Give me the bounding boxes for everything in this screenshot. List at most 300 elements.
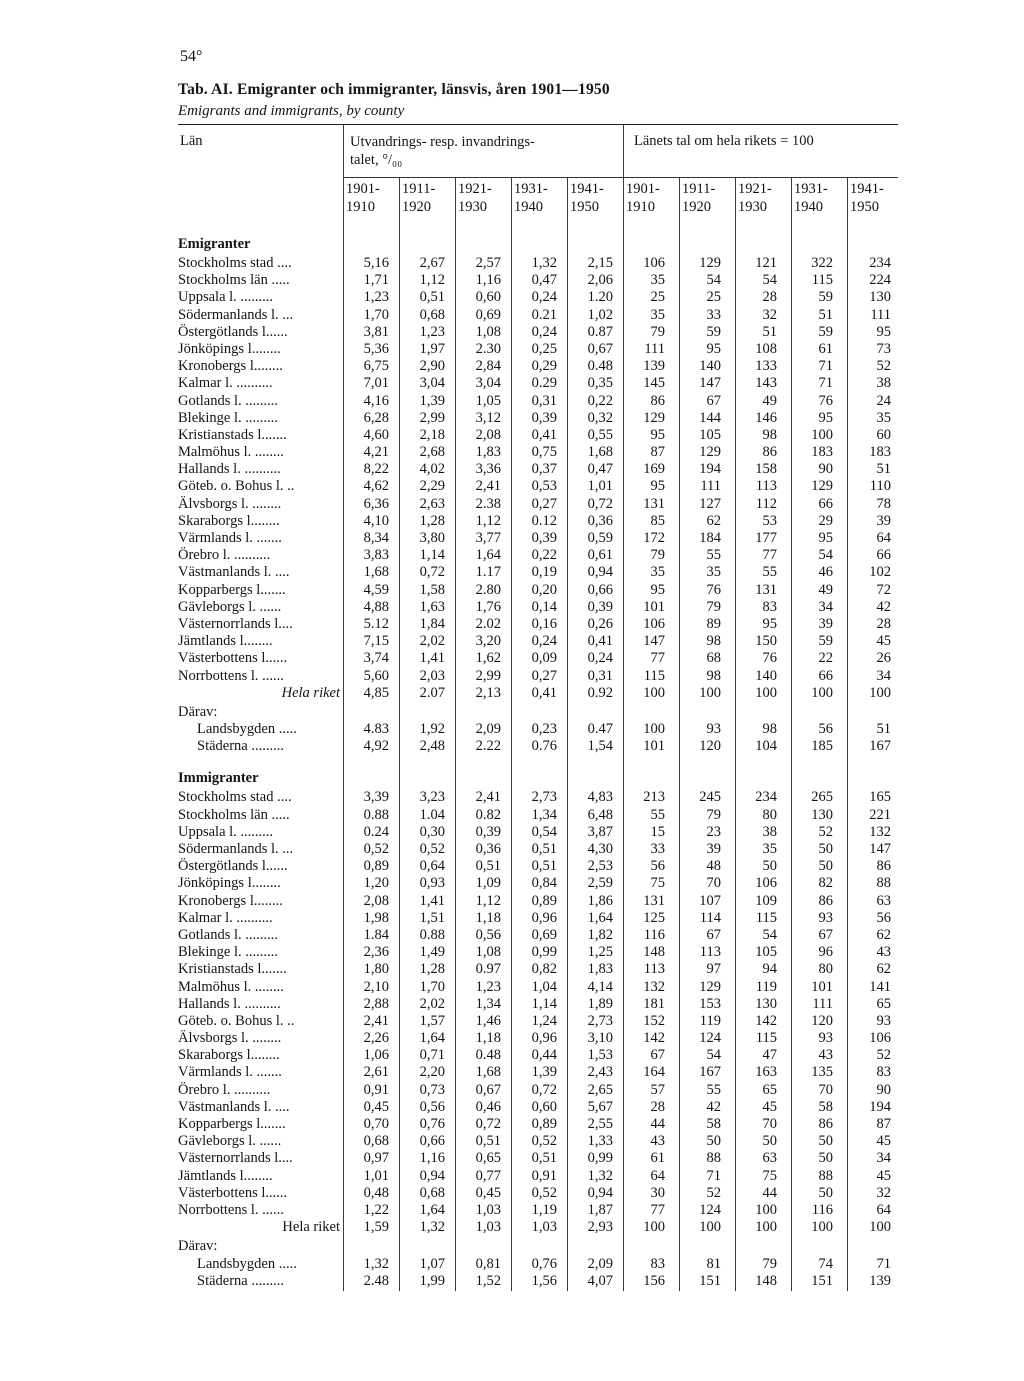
value-cell: 35: [706, 564, 721, 581]
value-cell: 140: [699, 358, 721, 375]
value-cell: 2,53: [587, 858, 613, 875]
value-cell: 2,08: [363, 892, 389, 909]
value-cell: 45: [762, 1098, 777, 1115]
value-cell: 0,29: [531, 358, 557, 375]
value-cell: 0,51: [531, 1150, 557, 1167]
value-cell: 1,06: [363, 1047, 389, 1064]
value-cell: 43: [818, 1047, 833, 1064]
value-cell: 0,55: [587, 426, 613, 443]
county-label: Kopparbergs l.......: [178, 581, 286, 598]
value-cell: 1,41: [419, 892, 445, 909]
value-cell: 1,33: [587, 1133, 613, 1150]
value-cell: 4.83: [363, 721, 389, 738]
value-cell: 4,83: [587, 789, 613, 806]
value-cell: 95: [650, 478, 665, 495]
value-cell: 0.88: [363, 806, 389, 823]
value-cell: 2,88: [363, 995, 389, 1012]
value-cell: 34: [876, 667, 891, 684]
period-header: [567, 180, 623, 216]
value-cell: 0.76: [531, 738, 557, 755]
value-cell: 54: [762, 272, 777, 289]
value-cell: 221: [869, 806, 891, 823]
value-cell: 95: [876, 323, 891, 340]
county-label: Jämtlands l........: [178, 633, 273, 650]
table-subtitle: Emigrants and immigrants, by county: [178, 103, 405, 119]
county-label: Örebro l. ..........: [178, 1081, 271, 1098]
value-cell: 132: [643, 978, 665, 995]
value-cell: 0,72: [475, 1116, 501, 1132]
value-cell: 0,67: [587, 340, 613, 357]
value-cell: 101: [811, 978, 833, 995]
value-cell: 35: [876, 409, 891, 426]
value-cell: 1,92: [419, 721, 445, 738]
table-row: [178, 1099, 898, 1116]
value-cell: 0,81: [475, 1255, 501, 1272]
value-cell: 1,39: [531, 1064, 557, 1081]
value-cell: 53: [762, 512, 777, 529]
value-cell: 322: [811, 255, 833, 271]
table-row: [178, 650, 898, 667]
value-cell: 2,43: [587, 1064, 613, 1081]
value-cell: 2,48: [419, 738, 445, 755]
value-cell: 28: [876, 615, 891, 632]
value-cell: 100: [869, 1219, 891, 1236]
value-cell: 0,45: [475, 1184, 501, 1201]
value-cell: 66: [876, 547, 891, 564]
table-row: [178, 1064, 898, 1081]
period-header-line: 1910: [346, 199, 375, 215]
darav-row: [178, 704, 898, 721]
value-cell: 2,18: [419, 426, 445, 443]
value-cell: 1,59: [363, 1219, 389, 1236]
value-cell: 93: [818, 1030, 833, 1047]
value-cell: 0,14: [531, 598, 557, 615]
value-cell: 98: [706, 667, 721, 684]
value-cell: 245: [699, 789, 721, 806]
value-cell: 6,36: [363, 495, 389, 512]
value-cell: 2,67: [419, 255, 445, 271]
value-cell: 51: [818, 306, 833, 323]
value-cell: 71: [876, 1255, 891, 1272]
period-header: [399, 180, 455, 216]
period-header-line: 1941-: [570, 181, 604, 197]
value-cell: 184: [699, 530, 721, 546]
value-cell: 1,83: [475, 444, 501, 461]
value-cell: 0.92: [587, 684, 613, 701]
value-cell: 1,32: [531, 255, 557, 271]
county-label: Skaraborgs l........: [178, 1047, 280, 1064]
value-cell: 72: [876, 581, 891, 598]
value-cell: 130: [811, 806, 833, 823]
value-cell: 30: [650, 1184, 665, 1201]
value-cell: 139: [869, 1272, 891, 1289]
value-cell: 5,60: [363, 667, 389, 684]
value-cell: 67: [706, 926, 721, 943]
value-cell: 0,51: [475, 1133, 501, 1150]
period-header-line: 1910: [626, 199, 655, 215]
value-cell: 51: [876, 721, 891, 738]
county-label: Östergötlands l......: [178, 858, 288, 875]
value-cell: 49: [762, 392, 777, 409]
value-cell: 87: [650, 444, 665, 461]
value-cell: 45: [876, 1133, 891, 1150]
value-cell: 6,48: [587, 806, 613, 823]
value-cell: 4,59: [363, 581, 389, 598]
column-group-rate-line2: talet, °/₀₀: [350, 152, 403, 168]
value-cell: 4,10: [363, 512, 389, 529]
value-cell: 4,07: [587, 1272, 613, 1289]
value-cell: 172: [643, 530, 665, 546]
value-cell: 25: [650, 289, 665, 306]
value-cell: 100: [643, 1219, 665, 1236]
value-cell: 124: [699, 1030, 721, 1047]
value-cell: 0.87: [587, 323, 613, 340]
value-cell: 115: [811, 272, 833, 289]
value-cell: 0.88: [419, 926, 445, 943]
value-cell: 2,61: [363, 1064, 389, 1081]
value-cell: 213: [643, 789, 665, 806]
value-cell: 75: [762, 1167, 777, 1184]
value-cell: 47: [762, 1047, 777, 1064]
value-cell: 1,32: [419, 1219, 445, 1236]
value-cell: 71: [818, 375, 833, 392]
value-cell: 234: [755, 789, 777, 806]
table-section: [178, 767, 898, 1289]
period-header-line: 1940: [794, 199, 823, 215]
table-row: [178, 289, 898, 306]
value-cell: 2,41: [475, 789, 501, 806]
value-cell: 39: [876, 512, 891, 529]
value-cell: 111: [700, 478, 721, 495]
value-cell: 50: [818, 1150, 833, 1167]
value-cell: 1,09: [475, 875, 501, 892]
value-cell: 1,23: [475, 978, 501, 995]
value-cell: 22: [818, 650, 833, 667]
county-label: Uppsala l. .........: [178, 823, 274, 840]
county-label: Älvsborgs l. ........: [178, 495, 282, 512]
value-cell: 224: [869, 272, 891, 289]
value-cell: 0,94: [587, 1184, 613, 1201]
value-cell: 76: [706, 581, 721, 598]
value-cell: 80: [818, 961, 833, 978]
value-cell: 2,06: [587, 272, 613, 289]
value-cell: 64: [650, 1167, 665, 1184]
value-cell: 112: [755, 495, 777, 512]
value-cell: 177: [755, 530, 777, 546]
total-label: Hela riket: [281, 684, 340, 701]
value-cell: 93: [876, 1012, 891, 1029]
period-header-line: 1911-: [682, 181, 716, 197]
value-cell: 165: [869, 789, 891, 806]
value-cell: 129: [699, 978, 721, 995]
value-cell: 35: [762, 841, 777, 857]
table-row: [178, 324, 898, 341]
period-header: [847, 180, 903, 216]
value-cell: 50: [818, 858, 833, 875]
table-row: [178, 496, 898, 513]
value-cell: 141: [869, 978, 891, 995]
value-cell: 0,65: [475, 1150, 501, 1167]
county-label: Hallands l. ..........: [178, 461, 281, 478]
value-cell: 1,01: [587, 478, 613, 495]
value-cell: 1,84: [419, 615, 445, 632]
county-label: Östergötlands l......: [178, 323, 288, 340]
county-label: Kronobergs l........: [178, 892, 283, 909]
value-cell: 1,03: [531, 1219, 557, 1236]
table-row: [178, 255, 898, 272]
value-cell: 5,16: [363, 255, 389, 271]
table-row: [178, 1133, 898, 1150]
value-cell: 1,08: [475, 323, 501, 340]
value-cell: 0,82: [531, 961, 557, 978]
value-cell: 44: [762, 1184, 777, 1201]
value-cell: 1.17: [475, 564, 501, 581]
value-cell: 54: [706, 272, 721, 289]
value-cell: 0.24: [363, 823, 389, 840]
value-cell: 67: [706, 392, 721, 409]
value-cell: 1,05: [475, 392, 501, 409]
value-cell: 0,44: [531, 1047, 557, 1064]
table-row: [178, 478, 898, 495]
county-label: Örebro l. ..........: [178, 547, 271, 564]
value-cell: 3,20: [475, 633, 501, 650]
value-cell: 95: [650, 426, 665, 443]
value-cell: 2,08: [475, 426, 501, 443]
value-cell: 111: [644, 340, 665, 357]
value-cell: 100: [869, 684, 891, 701]
value-cell: 0,96: [531, 909, 557, 926]
value-cell: 147: [869, 841, 891, 857]
value-cell: 86: [876, 858, 891, 875]
value-cell: 93: [818, 909, 833, 926]
value-cell: 51: [876, 461, 891, 478]
table-row: [178, 358, 898, 375]
value-cell: 115: [643, 667, 665, 684]
value-cell: 0.47: [587, 721, 613, 738]
value-cell: 88: [876, 875, 891, 892]
period-header-line: 1941-: [850, 181, 884, 197]
period-header: [455, 180, 511, 216]
value-cell: 127: [699, 495, 721, 512]
value-cell: 1,70: [419, 978, 445, 995]
value-cell: 148: [643, 944, 665, 961]
value-cell: 88: [706, 1150, 721, 1167]
table-row: [178, 1168, 898, 1185]
value-cell: 0,24: [587, 650, 613, 667]
value-cell: 153: [699, 995, 721, 1012]
value-cell: 1,51: [419, 909, 445, 926]
value-cell: 1,22: [363, 1201, 389, 1218]
value-cell: 100: [755, 684, 777, 701]
value-cell: 95: [818, 409, 833, 426]
value-cell: 0,22: [587, 392, 613, 409]
county-label: Kalmar l. ..........: [178, 375, 273, 392]
value-cell: 3,81: [363, 323, 389, 340]
table-row: [178, 444, 898, 461]
value-cell: 86: [762, 444, 777, 461]
value-cell: 0,67: [475, 1081, 501, 1098]
value-cell: 0,60: [531, 1098, 557, 1115]
value-cell: 0,47: [531, 272, 557, 289]
value-cell: 140: [755, 667, 777, 684]
value-cell: 0,24: [531, 323, 557, 340]
period-header: [623, 180, 679, 216]
value-cell: 1,23: [419, 323, 445, 340]
value-cell: 15: [650, 823, 665, 840]
county-label: Västernorrlands l....: [178, 1150, 293, 1167]
table-row: [178, 927, 898, 944]
value-cell: 100: [811, 1219, 833, 1236]
county-label: Kopparbergs l.......: [178, 1116, 286, 1132]
value-cell: 2,63: [419, 495, 445, 512]
period-header: [511, 180, 567, 216]
value-cell: 87: [876, 1116, 891, 1132]
value-cell: 1,12: [475, 512, 501, 529]
value-cell: 2,59: [587, 875, 613, 892]
value-cell: 0,48: [363, 1184, 389, 1201]
period-header-line: 1901-: [346, 181, 380, 197]
value-cell: 1,14: [419, 547, 445, 564]
county-label: Gotlands l. .........: [178, 926, 278, 943]
value-cell: 2,90: [419, 358, 445, 375]
value-cell: 32: [762, 306, 777, 323]
value-cell: 88: [818, 1167, 833, 1184]
value-cell: 0,75: [531, 444, 557, 461]
column-group-rate: [350, 133, 535, 169]
value-cell: 151: [699, 1272, 721, 1289]
value-cell: 145: [643, 375, 665, 392]
value-cell: 35: [650, 306, 665, 323]
value-cell: 2,29: [419, 478, 445, 495]
value-cell: 100: [643, 684, 665, 701]
value-cell: 1,68: [363, 564, 389, 581]
table-row: [178, 582, 898, 599]
table-row: [178, 633, 898, 650]
county-label: Jämtlands l........: [178, 1167, 273, 1184]
value-cell: 2,09: [475, 721, 501, 738]
value-cell: 49: [818, 581, 833, 598]
value-cell: 62: [706, 512, 721, 529]
value-cell: 100: [699, 1219, 721, 1236]
value-cell: 59: [818, 289, 833, 306]
county-label: Älvsborgs l. ........: [178, 1030, 282, 1047]
value-cell: 119: [755, 978, 777, 995]
value-cell: 107: [699, 892, 721, 909]
value-cell: 1,89: [587, 995, 613, 1012]
value-cell: 0,53: [531, 478, 557, 495]
table-row: [178, 910, 898, 927]
value-cell: 50: [706, 1133, 721, 1150]
value-cell: 95: [818, 530, 833, 546]
table-row: [178, 1116, 898, 1133]
value-cell: 48: [706, 858, 721, 875]
value-cell: 54: [706, 1047, 721, 1064]
value-cell: 0,36: [475, 841, 501, 857]
value-cell: 0,99: [531, 944, 557, 961]
value-cell: 102: [869, 564, 891, 581]
value-cell: 100: [811, 684, 833, 701]
value-cell: 61: [650, 1150, 665, 1167]
value-cell: 0.21: [531, 306, 557, 323]
value-cell: 183: [811, 444, 833, 461]
value-cell: 1,25: [587, 944, 613, 961]
value-cell: 57: [650, 1081, 665, 1098]
county-label: Gotlands l. .........: [178, 392, 278, 409]
value-cell: 2,57: [475, 255, 501, 271]
value-cell: 67: [818, 926, 833, 943]
value-cell: 104: [755, 738, 777, 755]
value-cell: 1,24: [531, 1012, 557, 1029]
value-cell: 1,03: [475, 1219, 501, 1236]
table-row: [178, 461, 898, 478]
value-cell: 58: [706, 1116, 721, 1132]
table-row: [178, 824, 898, 841]
value-cell: 1,20: [363, 875, 389, 892]
county-label: Jönköpings l........: [178, 875, 281, 892]
value-cell: 1,64: [587, 909, 613, 926]
value-cell: 2.48: [363, 1272, 389, 1289]
value-cell: 2,26: [363, 1030, 389, 1047]
period-header: [343, 180, 399, 216]
table-row: [178, 1047, 898, 1064]
value-cell: 151: [811, 1272, 833, 1289]
value-cell: 147: [699, 375, 721, 392]
value-cell: 0.29: [531, 375, 557, 392]
value-cell: 1.20: [587, 289, 613, 306]
value-cell: 2,68: [419, 444, 445, 461]
darav-label: Därav:: [178, 1238, 218, 1255]
value-cell: 142: [755, 1012, 777, 1029]
value-cell: 6,75: [363, 358, 389, 375]
value-cell: 54: [762, 926, 777, 943]
value-cell: 1,14: [531, 995, 557, 1012]
value-cell: 63: [876, 892, 891, 909]
county-label: Blekinge l. .........: [178, 409, 278, 426]
table-row: [178, 427, 898, 444]
value-cell: 4,62: [363, 478, 389, 495]
value-cell: 194: [699, 461, 721, 478]
value-cell: 5,67: [587, 1098, 613, 1115]
value-cell: 0,54: [531, 823, 557, 840]
value-cell: 146: [755, 409, 777, 426]
value-cell: 0,39: [587, 598, 613, 615]
value-cell: 65: [762, 1081, 777, 1098]
table-row: [178, 1150, 898, 1167]
county-label: Västerbottens l......: [178, 1184, 288, 1201]
value-cell: 70: [706, 875, 721, 892]
county-label: Norrbottens l. ......: [178, 667, 284, 684]
value-cell: 105: [755, 944, 777, 961]
value-cell: 1,41: [419, 650, 445, 667]
table-row: [178, 944, 898, 961]
value-cell: 4,16: [363, 392, 389, 409]
county-label: Malmöhus l. ........: [178, 444, 284, 461]
value-cell: 0,52: [531, 1133, 557, 1150]
value-cell: 93: [706, 721, 721, 738]
value-cell: 2,55: [587, 1116, 613, 1132]
value-cell: 50: [818, 1133, 833, 1150]
value-cell: 97: [706, 961, 721, 978]
value-cell: 77: [762, 547, 777, 564]
value-cell: 4,30: [587, 841, 613, 857]
value-cell: 89: [706, 615, 721, 632]
value-cell: 1,12: [475, 892, 501, 909]
value-cell: 1,04: [531, 978, 557, 995]
value-cell: 76: [818, 392, 833, 409]
county-label: Västmanlands l. ....: [178, 564, 290, 581]
value-cell: 1,02: [587, 306, 613, 323]
value-cell: 132: [869, 823, 891, 840]
